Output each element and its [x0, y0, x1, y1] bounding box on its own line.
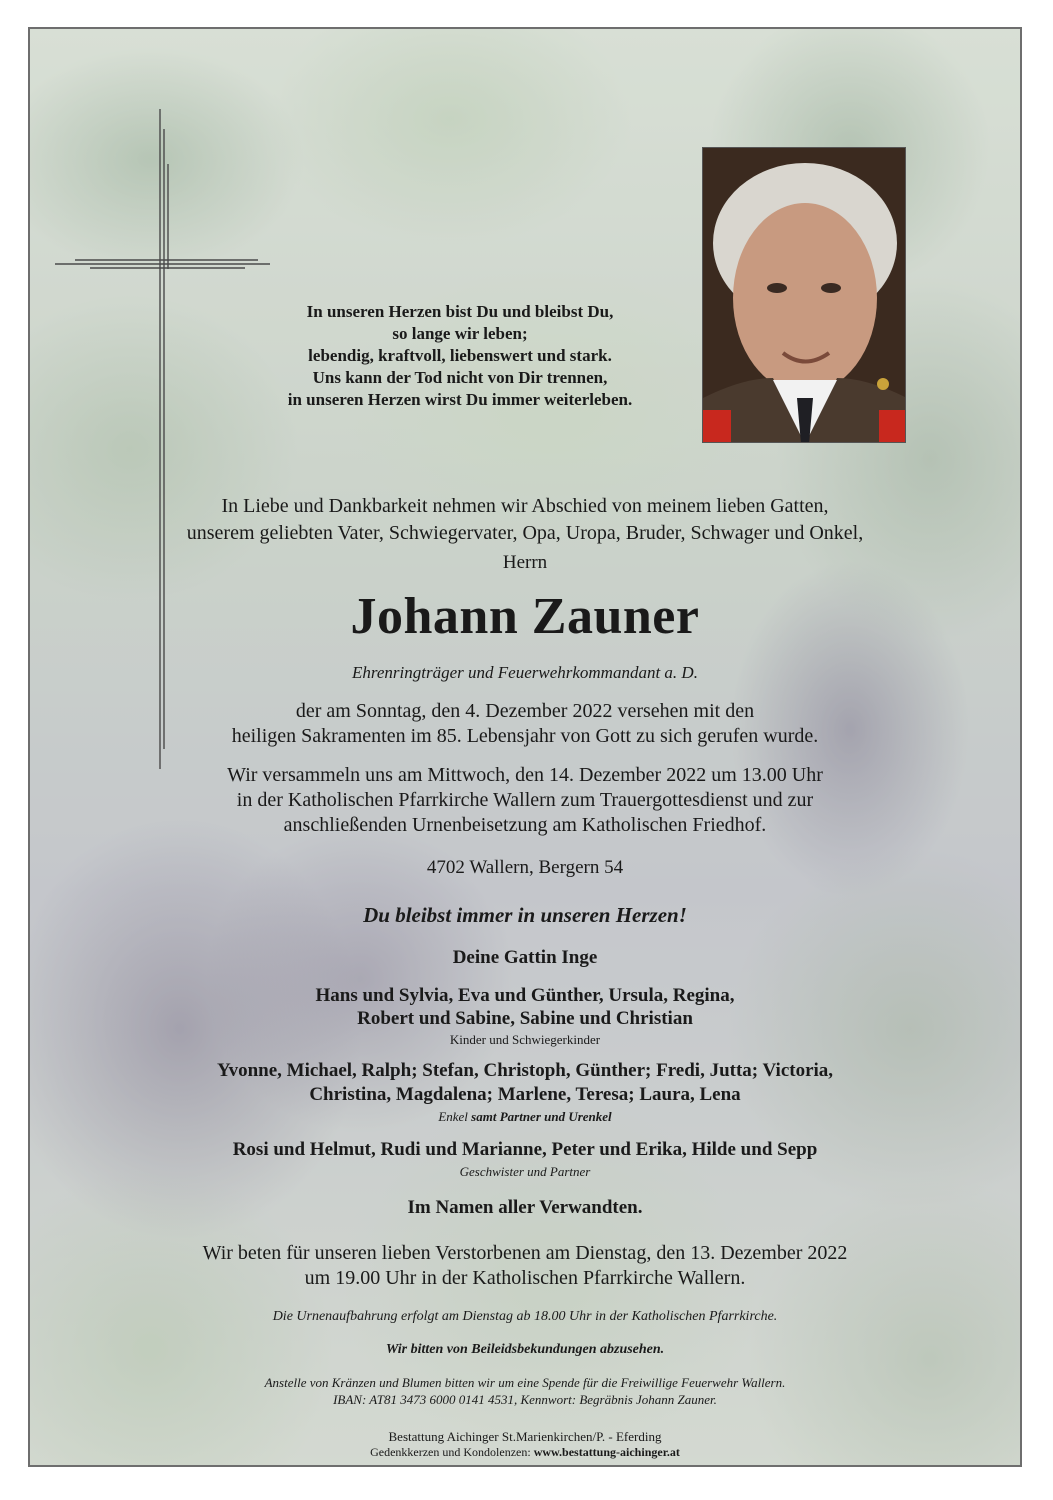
poem-line: in unseren Herzen wirst Du immer weiterleben.	[287, 390, 633, 409]
obituary-card	[28, 27, 1022, 1467]
siblings-label: Geschwister und Partner	[459, 1164, 591, 1179]
poem-line: Uns kann der Tod nicht von Dir trennen,	[312, 368, 608, 387]
donation-line: Anstelle von Kränzen und Blumen bitten wir um eine Spende für die Freiwillige Feuerwehr Wallern.	[264, 1375, 786, 1390]
poem-line: so lange wir leben;	[392, 324, 528, 343]
undertaker: Bestattung Aichinger St.Marienkirchen/P. - Eferding	[388, 1429, 662, 1444]
viewing-note: Die Urnenaufbahrung erfolgt am Dienstag ab 18.00 Uhr in der Katholischen Pfarrkirche.	[272, 1309, 778, 1324]
grandchildren-label-a: Enkel	[438, 1109, 468, 1124]
intro-line: In Liebe und Dankbarkeit nehmen wir Abschied von meinem lieben Gatten,	[221, 495, 829, 517]
funeral-line: Wir versammeln uns am Mittwoch, den 14. Dezember 2022 um 13.00 Uhr	[227, 764, 823, 786]
funeral-line: in der Katholischen Pfarrkirche Wallern zum Trauergottesdienst und zur	[236, 789, 814, 811]
death-line: heiligen Sakramenten im 85. Lebensjahr von Gott zu sich gerufen wurde.	[231, 725, 819, 747]
relatives-line: Im Namen aller Verwandten.	[407, 1197, 643, 1218]
condolence-note: Wir bitten von Beileidsbekundungen abzusehen.	[385, 1342, 665, 1357]
grandchildren-label-b: samt Partner und Urenkel	[471, 1109, 612, 1124]
grandchildren-label	[30, 1109, 1020, 1125]
funeral-line: anschließenden Urnenbeisetzung am Katholischen Friedhof.	[283, 814, 767, 836]
online-url[interactable]: www.bestattung-aichinger.at	[533, 1445, 680, 1459]
prayer-line: Wir beten für unseren lieben Verstorbenen am Dienstag, den 13. Dezember 2022	[202, 1242, 848, 1264]
deceased-name: Johann Zauner	[350, 588, 700, 645]
memorial-poem	[180, 301, 740, 411]
death-line: der am Sonntag, den 4. Dezember 2022 versehen mit den	[295, 700, 755, 722]
online-line	[30, 1445, 1020, 1460]
honor-title: Ehrenringträger und Feuerwehrkommandant a. D.	[352, 663, 698, 682]
children-label: Kinder und Schwiegerkinder	[449, 1032, 601, 1047]
prayer-line: um 19.00 Uhr in der Katholischen Pfarrkirche Wallern.	[304, 1267, 746, 1289]
poem-line: In unseren Herzen bist Du und bleibst Du,	[306, 302, 614, 321]
salutation: Herrn	[502, 552, 548, 573]
motto: Du bleibst immer in unseren Herzen!	[363, 903, 687, 927]
donation-line: IBAN: AT81 3473 6000 0141 4531, Kennwort: Begräbnis Johann Zauner.	[333, 1392, 717, 1407]
poem-line: lebendig, kraftvoll, liebenswert und stark.	[308, 346, 612, 365]
grandchildren-line: Christina, Magdalena; Marlene, Teresa; Laura, Lena	[309, 1084, 741, 1105]
grandchildren-line: Yvonne, Michael, Ralph; Stefan, Christoph, Günther; Fredi, Jutta; Victoria,	[216, 1060, 834, 1081]
siblings-line: Rosi und Helmut, Rudi und Marianne, Peter und Erika, Hilde und Sepp	[232, 1139, 818, 1160]
children-line: Hans und Sylvia, Eva und Günther, Ursula, Regina,	[315, 985, 735, 1006]
children-line: Robert und Sabine, Sabine und Christian	[357, 1008, 693, 1029]
intro-line: unserem geliebten Vater, Schwiegervater, Opa, Uropa, Bruder, Schwager und Onkel,	[186, 522, 864, 544]
address: 4702 Wallern, Bergern 54	[426, 857, 624, 878]
online-prefix: Gedenkkerzen und Kondolenzen:	[370, 1445, 531, 1459]
wife-line: Deine Gattin Inge	[452, 947, 598, 968]
